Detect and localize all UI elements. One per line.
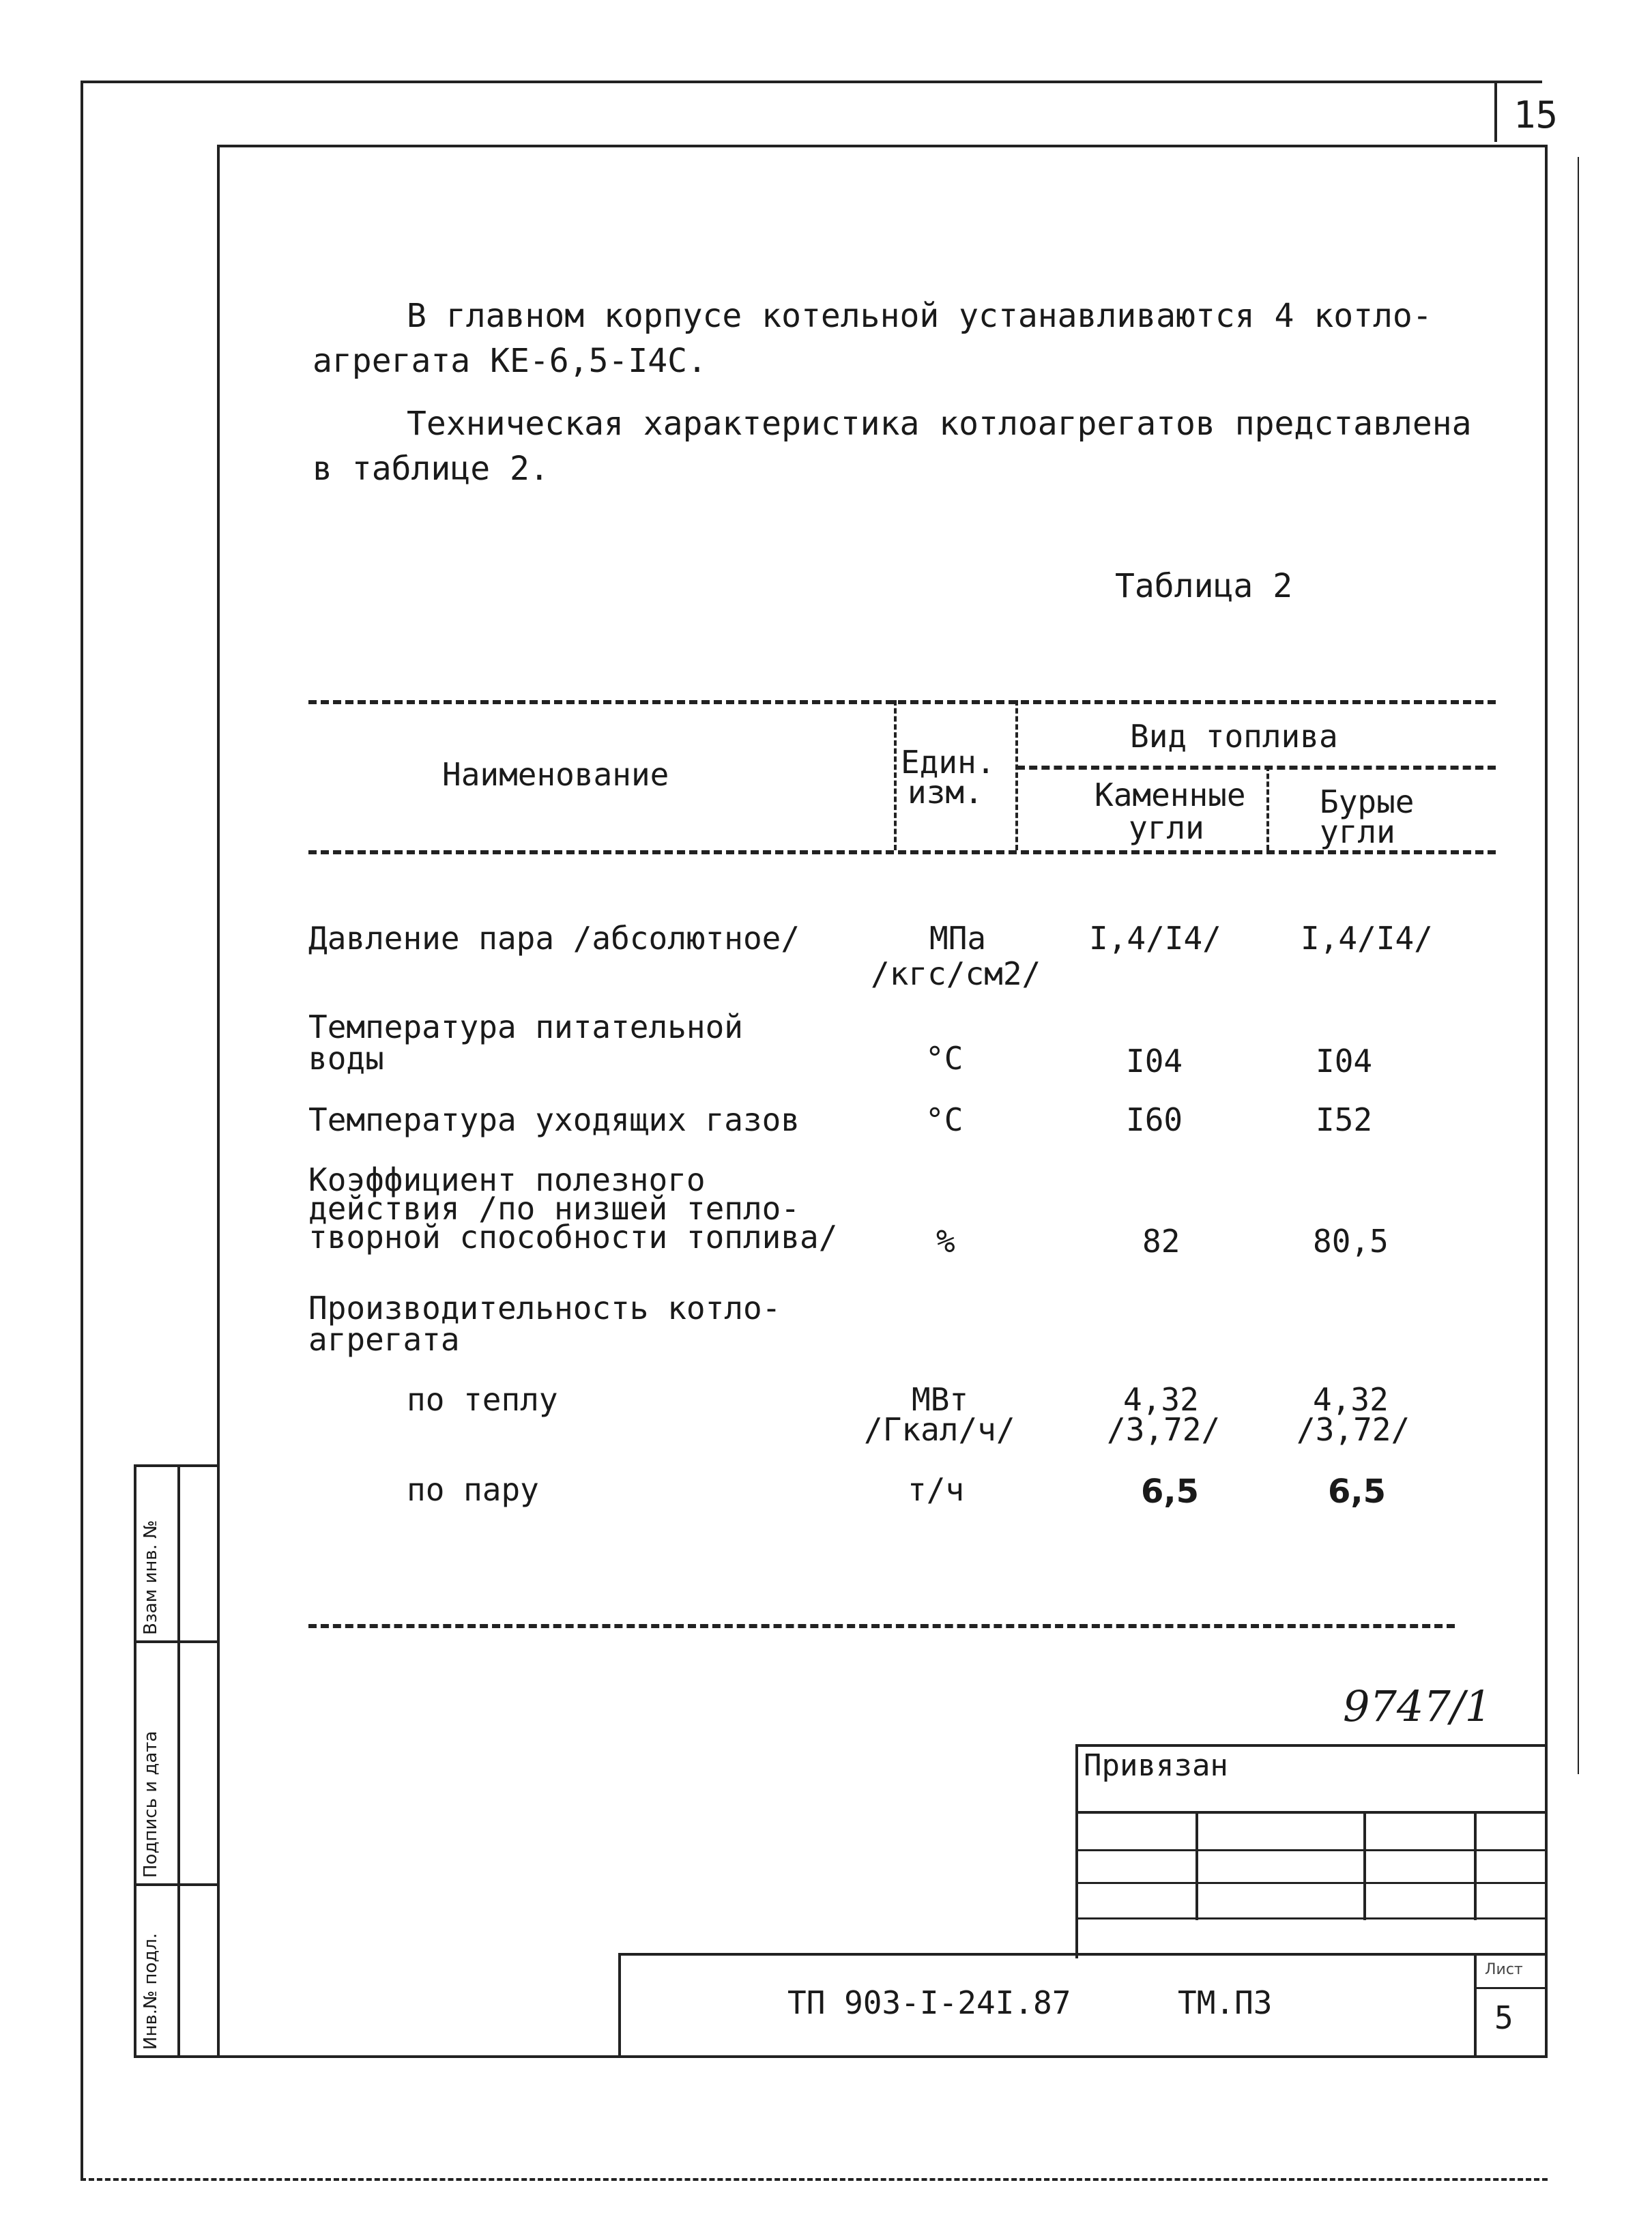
inner-frame-bottom: [217, 2055, 1548, 2058]
header-coal-line-2: угли: [1129, 809, 1204, 846]
header-coal-line-1: Каменные: [1095, 777, 1246, 813]
header-fuel-type: Вид топлива: [1130, 718, 1338, 755]
row-feedwater-name-2: воды: [308, 1040, 384, 1077]
row-heat-coal-2: /3,72/: [1107, 1411, 1221, 1448]
coal-lignite-sep: [1266, 766, 1269, 850]
table-header-top-rule: [308, 700, 1496, 704]
row-pressure-name: Давление пара /абсолютное/: [308, 920, 800, 957]
side-stamp-div-1: [134, 1640, 217, 1643]
row-fluegas-name: Температура уходящих газов: [308, 1101, 800, 1138]
row-pressure-lignite: I,4/I4/: [1301, 920, 1433, 957]
stamp-col-2: [1363, 1811, 1366, 1920]
row-efficiency-name-1: Коэффициент полезного: [308, 1161, 706, 1198]
row-fluegas-coal: I60: [1126, 1101, 1183, 1138]
side-stamp-top: [134, 1464, 217, 1467]
row-pressure-coal: I,4/I4/: [1089, 920, 1221, 957]
row-feedwater-unit: °С: [925, 1040, 963, 1077]
inner-frame-top: [217, 145, 1548, 147]
side-stamp-div-2: [134, 1883, 217, 1886]
row-steam-name: по пару: [407, 1471, 539, 1508]
row-fluegas-unit: °С: [925, 1101, 963, 1138]
unit-col-sep: [894, 700, 897, 850]
outer-frame-left: [81, 81, 83, 1909]
sheet-box-divider: [1474, 1987, 1548, 1989]
paragraph-2-line-2: в таблице 2.: [313, 450, 549, 488]
stamp-col-1: [1195, 1811, 1198, 1920]
side-stamp-outer: [134, 1464, 136, 2057]
header-unit-line-1: Един.: [901, 744, 996, 781]
stamp-row-4: [1075, 1917, 1548, 1919]
row-pressure-unit-1: МПа: [929, 920, 987, 957]
stamp-bound-label: Привязан: [1084, 1748, 1228, 1783]
row-pressure-unit-2: /кгс/см2/: [871, 955, 1041, 992]
paragraph-1-line-1: В главном корпусе котельной устанавливаются 4 котло-: [407, 297, 1432, 335]
paragraph-2-line-1: Техническая характеристика котлоагрегатов представлена: [407, 405, 1472, 443]
row-fluegas-lignite: I52: [1316, 1101, 1373, 1138]
sheet-label: Лист: [1485, 1961, 1523, 1978]
outer-frame-bottom: [81, 2178, 1548, 2181]
side-stamp-replace-inv: Взам инв. №: [141, 1520, 161, 1635]
row-efficiency-coal: 82: [1142, 1223, 1180, 1260]
table-caption: Таблица 2: [1115, 567, 1293, 605]
stamp-col-3: [1474, 1811, 1477, 1920]
row-heat-unit-1: МВт: [912, 1381, 969, 1418]
row-heat-lignite-1: 4,32: [1313, 1381, 1389, 1418]
page-number: 5: [1494, 1999, 1513, 2036]
side-stamp-inv-orig: Инв.№ подл.: [141, 1932, 161, 2050]
stamp-left: [1075, 1744, 1078, 1958]
outer-frame-top: [81, 81, 1542, 83]
row-steam-unit: т/ч: [908, 1471, 965, 1508]
stamp-row-1: [1075, 1811, 1548, 1814]
right-margin-line: [1578, 157, 1579, 1774]
header-unit-line-2: изм.: [908, 774, 983, 811]
row-capacity-name-1: Производительность котло-: [308, 1290, 781, 1327]
side-stamp-sign-date: Подпись и дата: [141, 1730, 161, 1878]
stamp-row-3: [1075, 1882, 1548, 1884]
side-stamp-inner: [177, 1464, 180, 2057]
row-efficiency-lignite: 80,5: [1313, 1223, 1389, 1260]
table-bottom-rule: [308, 1624, 1455, 1628]
row-capacity-name-2: агрегата: [308, 1321, 460, 1358]
inner-frame-right: [1545, 145, 1548, 2057]
row-heat-name: по теплу: [407, 1381, 558, 1418]
header-lignite-line-1: Бурые: [1320, 783, 1415, 820]
row-steam-coal: 6,5: [1141, 1473, 1200, 1511]
title-block-left: [618, 1953, 621, 2055]
row-heat-unit-2: /Гкал/ч/: [864, 1411, 1015, 1448]
row-steam-lignite: 6,5: [1328, 1473, 1387, 1511]
sheet-number: 15: [1513, 93, 1559, 136]
header-name: Наименование: [442, 756, 669, 793]
row-efficiency-unit: %: [936, 1223, 955, 1260]
stamp-row-2: [1075, 1849, 1548, 1851]
row-feedwater-lignite: I04: [1316, 1043, 1373, 1079]
table-header-bottom-rule: [308, 850, 1496, 854]
row-heat-lignite-2: /3,72/: [1296, 1411, 1410, 1448]
title-block-top: [618, 1953, 1548, 1956]
inner-frame-left: [217, 145, 220, 2057]
row-feedwater-name-1: Температура питательной: [308, 1009, 743, 1045]
row-heat-coal-1: 4,32: [1123, 1381, 1199, 1418]
row-efficiency-name-2: действия /по низшей тепло-: [308, 1190, 800, 1227]
side-stamp-bottom: [134, 2055, 217, 2058]
fuel-col-sep: [1015, 700, 1018, 850]
fuel-type-sub-rule: [1017, 766, 1496, 770]
header-lignite-line-2: угли: [1320, 813, 1395, 850]
doc-code: ТП 903-I-24I.87: [787, 1984, 1071, 2021]
doc-mark: ТМ.ПЗ: [1178, 1984, 1273, 2021]
stamp-top: [1075, 1744, 1548, 1747]
row-efficiency-name-3: творной способности топлива/: [308, 1219, 838, 1256]
row-feedwater-coal: I04: [1126, 1043, 1183, 1079]
handwritten-inventory-number: 9747/1: [1343, 1681, 1492, 1731]
sheet-number-box-left: [1494, 81, 1497, 142]
sheet-box-left: [1474, 1953, 1477, 2055]
paragraph-1-line-2: агрегата КЕ-6,5-I4С.: [313, 342, 707, 380]
outer-frame-left-lower: [81, 1909, 83, 2178]
